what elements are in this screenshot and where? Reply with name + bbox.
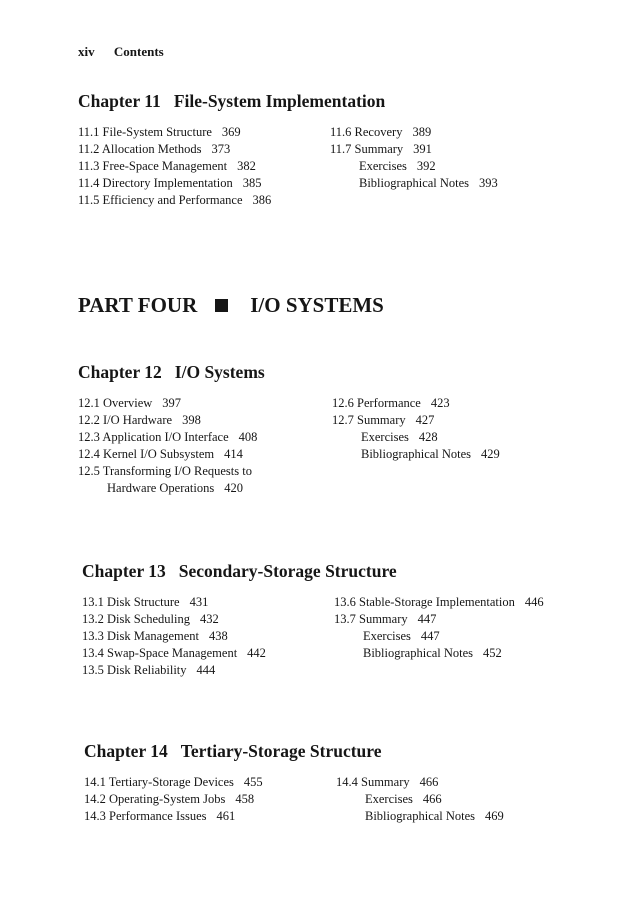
toc-entry [336,808,504,825]
toc-entry [334,594,544,611]
toc-entry [330,124,498,141]
section-number: 14.3 [84,809,106,823]
section-page: 420 [224,481,243,495]
chapter-name: Tertiary-Storage Structure [180,741,382,761]
section-page: 447 [417,612,437,626]
section-page: 392 [416,159,436,173]
section-page: 446 [524,595,544,609]
section-title: Performance [357,396,421,410]
section-number: 11.5 [78,193,100,207]
toc-entry [334,628,544,645]
section-title: Exercises [359,159,407,173]
section-title: Summary [357,413,406,427]
part-label: PART FOUR [78,293,198,317]
section-title: File-System Structure [102,125,212,139]
section-number: 11.6 [330,125,352,139]
toc-entry [332,446,500,463]
section-page: 373 [211,142,231,156]
section-page: 385 [242,176,262,190]
toc-entry [82,611,266,628]
section-title: Performance Issues [109,809,207,823]
section-title: Overview [103,396,153,410]
chapter-title [82,561,397,582]
toc-entry [82,628,266,645]
section-page: 428 [418,430,438,444]
section-title: Allocation Methods [101,142,202,156]
section-number: 13.2 [82,612,104,626]
chapter-number: Chapter 13 [82,561,166,581]
section-number: 13.4 [82,646,104,660]
toc-column-left [82,594,266,679]
section-number: 13.1 [82,595,104,609]
section-title: Summary [359,612,408,626]
section-page: 408 [238,430,258,444]
section-number: 11.1 [78,125,100,139]
section-page: 382 [237,159,256,173]
section-number: 11.3 [78,159,100,173]
section-page: 427 [415,413,435,427]
section-number: 12.2 [78,413,100,427]
toc-column-left [78,124,271,209]
toc-entry [332,412,500,429]
toc-column-right [336,774,504,825]
section-page: 458 [235,792,255,806]
toc-entry [82,662,266,679]
chapter-name: File-System Implementation [173,91,386,111]
toc-entry [84,791,263,808]
toc-entry [332,395,500,412]
section-title: Disk Scheduling [107,612,190,626]
section-title: Bibliographical Notes [363,646,474,660]
section-title: Directory Implementation [102,176,233,190]
section-title: Bibliographical Notes [359,176,470,190]
section-title: Kernel I/O Subsystem [103,447,215,461]
section-number: 13.6 [334,595,356,609]
toc-entry [78,175,271,192]
running-head-title: Contents [113,44,164,59]
toc-entry [78,124,271,141]
section-page: 447 [420,629,440,643]
section-title: I/O Hardware [103,413,173,427]
chapter-title [78,362,265,383]
toc-entry [334,645,544,662]
section-number: 14.1 [84,775,106,789]
toc-entry [78,463,257,480]
page-number: xiv [78,44,95,59]
section-number: 12.1 [78,396,100,410]
section-title: Efficiency and Performance [102,193,243,207]
section-number: 13.3 [82,629,104,643]
section-page: 386 [252,193,272,207]
section-title: Exercises [363,629,411,643]
section-page: 393 [479,176,498,190]
toc-entry [84,774,263,791]
section-page: 389 [412,125,432,139]
toc-entry [330,175,498,192]
section-title: Tertiary-Storage Devices [108,775,234,789]
toc-entry [332,429,500,446]
section-page: 397 [162,396,182,410]
section-number: 12.4 [78,447,100,461]
section-title: Transforming I/O Requests to [102,464,252,478]
section-title: Disk Management [107,629,199,643]
section-title: Free-Space Management [102,159,228,173]
section-number: 12.5 [78,464,100,478]
section-title: Operating-System Jobs [109,792,226,806]
toc-column-left [78,395,257,497]
section-page: 461 [216,809,236,823]
chapter-number: Chapter 12 [78,362,162,382]
section-title: Disk Structure [107,595,180,609]
section-number: 13.7 [334,612,356,626]
section-title: Hardware Operations [107,481,215,495]
section-number: 11.2 [78,142,100,156]
section-page: 398 [182,413,201,427]
toc-entry [336,774,504,791]
section-title: Bibliographical Notes [361,447,472,461]
toc-entry [78,192,271,209]
toc-entry [78,480,257,497]
toc-column-left [84,774,263,825]
section-page: 391 [413,142,432,156]
toc-entry [84,808,263,825]
section-number: 12.3 [78,430,100,444]
chapter-name: I/O Systems [174,362,265,382]
section-number: 11.4 [78,176,100,190]
section-page: 442 [247,646,266,660]
section-page: 423 [430,396,450,410]
toc-entry [78,446,257,463]
section-title: Bibliographical Notes [365,809,476,823]
chapter-name: Secondary-Storage Structure [178,561,397,581]
section-page: 438 [209,629,228,643]
toc-entry [78,429,257,446]
part-title: I/O SYSTEMS [250,293,384,317]
toc-column-right [334,594,544,662]
toc-entry [330,158,498,175]
section-title: Exercises [365,792,413,806]
section-title: Exercises [361,430,409,444]
section-number: 12.7 [332,413,354,427]
section-page: 469 [485,809,504,823]
square-bullet-icon [215,299,228,312]
toc-entry [82,594,266,611]
section-page: 432 [199,612,219,626]
toc-column-right [332,395,500,463]
section-number: 14.4 [336,775,358,789]
section-title: Stable-Storage Implementation [359,595,515,609]
section-page: 431 [189,595,209,609]
chapter-number: Chapter 11 [78,91,161,111]
toc-entry [78,158,271,175]
section-page: 444 [196,663,216,677]
chapter-title [84,741,382,762]
section-title: Summary [361,775,410,789]
toc-entry [334,611,544,628]
section-page: 429 [481,447,500,461]
toc-entry [78,395,257,412]
section-page: 414 [224,447,243,461]
section-number: 11.7 [330,142,352,156]
section-number: 13.5 [82,663,104,677]
section-page: 455 [243,775,263,789]
section-page: 466 [422,792,442,806]
section-page: 369 [221,125,241,139]
section-page: 452 [483,646,502,660]
toc-entry [82,645,266,662]
section-page: 466 [419,775,439,789]
section-title: Application I/O Interface [102,430,229,444]
toc-entry [330,141,498,158]
part-heading [78,293,384,318]
section-number: 12.6 [332,396,354,410]
section-title: Disk Reliability [107,663,187,677]
chapter-title [78,91,385,112]
section-title: Recovery [354,125,403,139]
running-head [78,44,164,60]
toc-entry [78,412,257,429]
chapter-number: Chapter 14 [84,741,168,761]
toc-column-right [330,124,498,192]
section-number: 14.2 [84,792,106,806]
section-title: Summary [354,142,404,156]
toc-entry [336,791,504,808]
section-title: Swap-Space Management [107,646,238,660]
toc-entry [78,141,271,158]
